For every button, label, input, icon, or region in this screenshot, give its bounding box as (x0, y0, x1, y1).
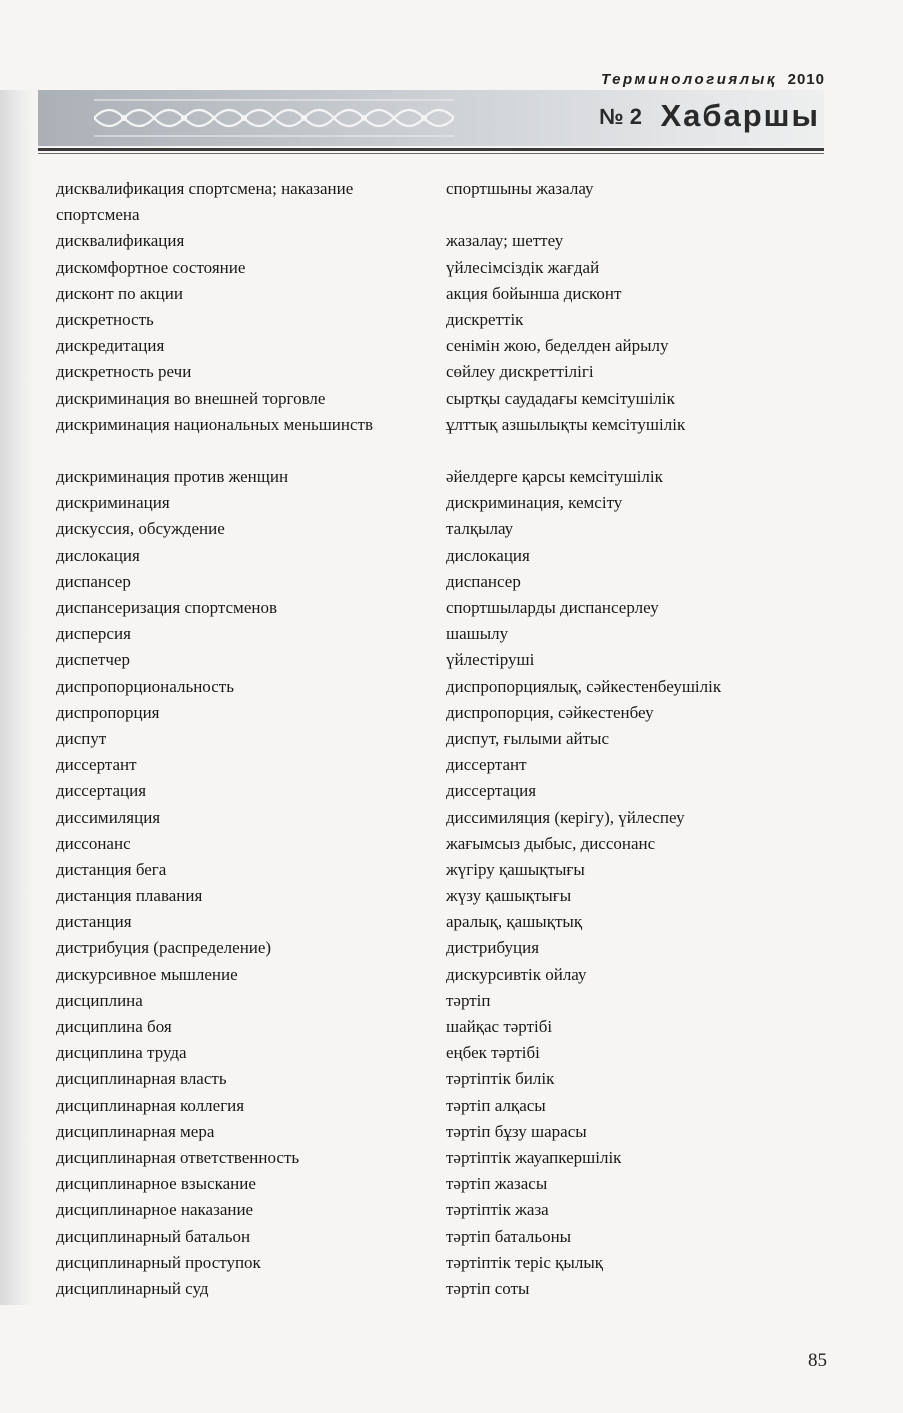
kazakh-term: дискриминация, кемсіту (446, 493, 623, 513)
kazakh-term: шашылу (446, 624, 509, 644)
kazakh-term: дискреттік (446, 309, 524, 329)
kazakh-term: тәртіптік жауапкершілік (446, 1147, 622, 1167)
kazakh-term: диспропорциялық, сәйкестенбеушілік (446, 676, 722, 696)
glossary-entry (56, 962, 826, 988)
russian-term: дисквалификация (56, 231, 185, 251)
glossary-entry (56, 176, 826, 228)
russian-term: дистанция плавания (56, 886, 203, 906)
header-rule (38, 148, 824, 151)
glossary-entry (56, 543, 826, 569)
kazakh-term: әйелдерге қарсы кемсітушілік (446, 467, 663, 487)
glossary-list (56, 176, 826, 1302)
glossary-entry (56, 1066, 826, 1092)
kazakh-term: үйлестіруші (446, 650, 535, 670)
glossary-entry (56, 1040, 826, 1066)
russian-term: дисконт по акции (56, 283, 183, 303)
journal-year: 2010 (787, 71, 825, 88)
glossary-entry (56, 988, 826, 1014)
glossary-entry (56, 228, 826, 254)
glossary-entry (56, 647, 826, 673)
glossary-entry (56, 464, 826, 490)
kazakh-term: жағымсыз дыбыс, диссонанс (446, 833, 656, 853)
russian-term: дискриминация против женщин (56, 467, 289, 487)
glossary-entry (56, 831, 826, 857)
glossary-entry (56, 281, 826, 307)
russian-term: дистрибуция (распределение) (56, 938, 272, 958)
issue-title (599, 98, 820, 134)
russian-term: дисциплинарная коллегия (56, 1095, 245, 1115)
kazakh-term: дислокация (446, 545, 530, 565)
russian-term: диссимиляция (56, 807, 161, 827)
bulletin-name: Хабаршы (660, 98, 820, 133)
journal-title-line (601, 71, 825, 88)
glossary-entry (56, 883, 826, 909)
russian-term: дискомфортное состояние (56, 257, 246, 277)
russian-term: дискриминация во внешней торговле (56, 388, 326, 408)
kazakh-term: ұлттық азшылықты кемсітушілік (446, 414, 686, 434)
glossary-entry (56, 621, 826, 647)
russian-term: дислокация (56, 545, 140, 565)
russian-term: дискриминация (56, 493, 170, 513)
kazakh-term: тәртіптік жаза (446, 1200, 549, 1220)
kazakh-term: дискурсивтік ойлау (446, 964, 587, 984)
russian-term: диспансер (56, 571, 131, 591)
russian-term: диспропорция (56, 702, 160, 722)
kazakh-term: диспут, ғылыми айтыс (446, 728, 609, 748)
kazakh-term: сыртқы саудадағы кемсітушілік (446, 388, 675, 408)
glossary-entry (56, 857, 826, 883)
kazakh-term: тәртіп соты (446, 1278, 530, 1298)
russian-term: диссонанс (56, 833, 131, 853)
glossary-entry (56, 1250, 826, 1276)
glossary-entry (56, 255, 826, 281)
glossary-entry (56, 805, 826, 831)
kazakh-term: диссертация (446, 781, 537, 801)
kazakh-term: үйлесімсіздік жағдай (446, 257, 600, 277)
russian-term: дисциплинарная мера (56, 1121, 215, 1141)
glossary-entry (56, 1171, 826, 1197)
kazakh-term: спортшыны жазалау (446, 179, 594, 198)
issue-number: № 2 (599, 104, 642, 129)
russian-term: дисперсия (56, 624, 131, 644)
russian-term: дисциплинарный батальон (56, 1226, 251, 1246)
journal-name: Терминологиялық (601, 71, 777, 88)
kazakh-term: шайқас тәртібі (446, 1017, 553, 1037)
kazakh-term: тәртіп жазасы (446, 1174, 548, 1194)
kazakh-term: жүзу қашықтығы (446, 886, 572, 906)
glossary-entry (56, 1224, 826, 1250)
kazakh-term: жазалау; шеттеу (446, 231, 564, 251)
russian-term: диспропорциональность (56, 676, 234, 696)
russian-term: диспансеризация спортсменов (56, 598, 277, 618)
russian-term: дискурсивное мышление (56, 964, 238, 984)
russian-term: дисциплина (56, 990, 143, 1010)
kazakh-term: талқылау (446, 519, 514, 539)
kazakh-term: тәртіптік билік (446, 1069, 555, 1089)
glossary-entry (56, 674, 826, 700)
kazakh-term: аралық, қашықтық (446, 912, 583, 932)
glossary-entry (56, 412, 826, 464)
russian-term: диспетчер (56, 650, 130, 670)
glossary-entry (56, 1197, 826, 1223)
kazakh-term: сөйлеу дискреттілігі (446, 362, 594, 382)
kazakh-term: еңбек тәртібі (446, 1043, 540, 1063)
glossary-entry (56, 1119, 826, 1145)
kazakh-term: тәртіп батальоны (446, 1226, 572, 1246)
russian-term: дисциплинарное взыскание (56, 1174, 256, 1194)
glossary-entry (56, 490, 826, 516)
page-number: 85 (808, 1350, 827, 1371)
russian-term: дистанция бега (56, 859, 167, 879)
glossary-entry (56, 1145, 826, 1171)
russian-term: дисциплинарный суд (56, 1278, 209, 1298)
kazakh-term: тәртіп алқасы (446, 1095, 546, 1115)
kazakh-term: тәртіп (446, 990, 491, 1010)
kazakh-term: жүгіру қашықтығы (446, 859, 585, 879)
glossary-entry (56, 333, 826, 359)
glossary-entry (56, 359, 826, 385)
russian-term: диспут (56, 728, 107, 748)
ornament-icon (94, 96, 454, 140)
glossary-entry (56, 307, 826, 333)
kazakh-term: диспансер (446, 571, 521, 591)
russian-term: дисквалификация спортсмена; наказание спортсмена (56, 179, 354, 225)
glossary-entry (56, 1014, 826, 1040)
russian-term: диссертация (56, 781, 147, 801)
glossary-entry (56, 700, 826, 726)
russian-term: дисциплинарная ответственность (56, 1147, 300, 1167)
russian-term: дисциплина боя (56, 1017, 172, 1037)
russian-term: дисциплинарный проступок (56, 1252, 261, 1272)
russian-term: дискредитация (56, 336, 165, 356)
glossary-entry (56, 569, 826, 595)
page-edge-shadow (0, 90, 34, 1305)
russian-term: дискретность (56, 309, 154, 329)
kazakh-term: тәртіптік теріс қылық (446, 1252, 604, 1272)
kazakh-term: акция бойынша дисконт (446, 283, 622, 303)
russian-term: дисциплинарное наказание (56, 1200, 254, 1220)
header-banner (38, 90, 824, 146)
kazakh-term: тәртіп бұзу шарасы (446, 1121, 587, 1141)
glossary-entry (56, 726, 826, 752)
glossary-entry (56, 516, 826, 542)
russian-term: дискриминация национальных меньшинств (56, 414, 373, 434)
glossary-entry (56, 778, 826, 804)
kazakh-term: диссертант (446, 755, 527, 775)
russian-term: дискретность речи (56, 362, 192, 382)
glossary-entry (56, 752, 826, 778)
header-rule-thin (38, 153, 824, 154)
glossary-entry (56, 909, 826, 935)
glossary-entry (56, 386, 826, 412)
kazakh-term: дистрибуция (446, 938, 540, 958)
glossary-entry (56, 595, 826, 621)
kazakh-term: диссимиляция (керігу), үйлеспеу (446, 807, 685, 827)
glossary-entry (56, 1093, 826, 1119)
glossary-entry (56, 1276, 826, 1302)
kazakh-term: диспропорция, сәйкестенбеу (446, 702, 654, 722)
russian-term: дисциплина труда (56, 1043, 187, 1063)
russian-term: дискуссия, обсуждение (56, 519, 225, 539)
russian-term: дистанция (56, 912, 132, 932)
kazakh-term: спортшыларды диспансерлеу (446, 598, 659, 618)
kazakh-term: сенімін жою, беделден айрылу (446, 336, 669, 356)
glossary-entry (56, 935, 826, 961)
russian-term: дисциплинарная власть (56, 1069, 227, 1089)
russian-term: диссертант (56, 755, 137, 775)
